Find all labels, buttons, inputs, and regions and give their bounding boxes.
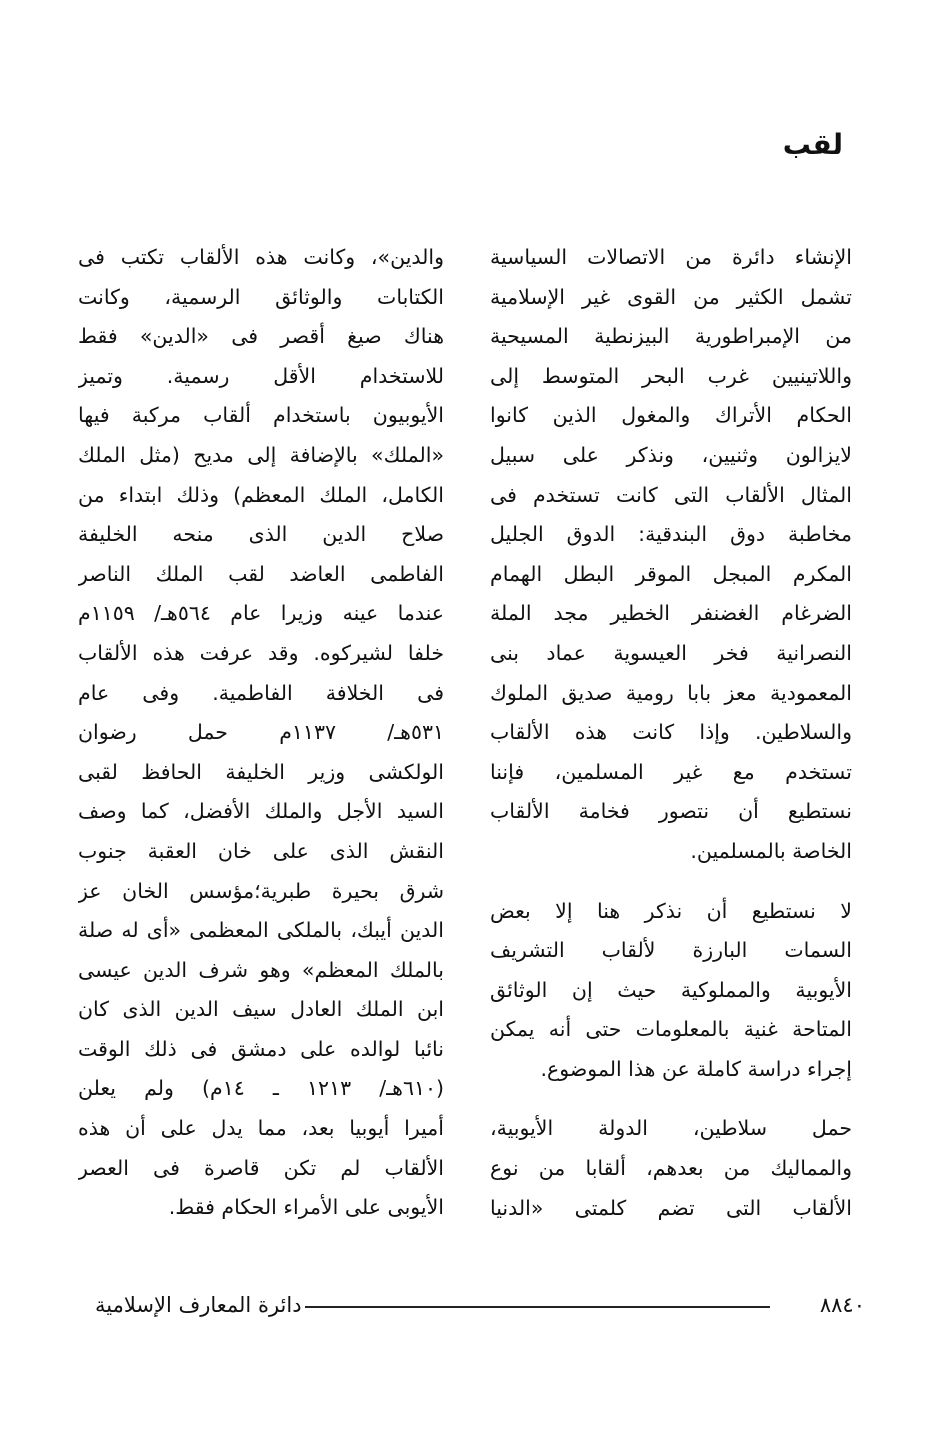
text-line: نائبا لوالده على دمشق فى ذلك الوقت [78,1036,444,1061]
text-line: والمماليك من بعدهم، ألقابا من نوع [490,1156,852,1181]
text-line: الحكام الأتراك والمغول الذين كانوا [490,403,852,428]
text-line: الأيوبى على الأمراء الحكام فقط. [168,1195,444,1220]
text-line: المكرم المبجل الموقر البطل الهمام [490,561,852,586]
right-column [490,238,852,1228]
text-line: الفاطمى العاضد لقب الملك الناصر [78,561,444,586]
paragraph-3 [490,1109,852,1228]
text-line: شرق بحيرة طبرية؛مؤسس الخان عز [78,878,444,903]
paragraph-2 [490,892,852,1090]
text-line: بالملك المعظم» وهو شرف الدين عيسى [78,957,444,982]
paragraph-1 [490,238,852,872]
page-footer [95,1285,865,1325]
text-line: النصرانية فخر العيسوية عماد بنى [490,640,852,665]
paragraph-gap [490,1089,852,1109]
page-title: لقب [782,128,843,161]
text-line: السمات البارزة لألقاب التشريف [490,938,852,963]
text-line: الألقاب التى تضم كلمتى «الدنيا [490,1195,852,1220]
text-line: صلاح الدين الذى منحه الخليفة [78,522,444,547]
text-line: خلفا لشيركوه. وقد عرفت هذه الألقاب [78,640,444,665]
left-column [78,238,444,1228]
paragraph-gap [490,872,852,892]
text-line: والسلاطين. وإذا كانت هذه الألقاب [490,720,852,745]
text-line: هناك صيغ أقصر فى «الدين» فقط [78,324,444,349]
text-line: الكتابات والوثائق الرسمية، وكانت [78,284,444,309]
text-line: السيد الأجل والملك الأفضل، كما وصف [78,799,444,824]
text-line: من الإمبراطورية البيزنطية المسيحية [490,324,852,349]
text-line: الولكشى وزير الخليفة الحافظ لقبى [78,759,444,784]
text-line: المثال الألقاب التى كانت تستخدم فى [490,482,852,507]
text-line: تستخدم مع غير المسلمين، فإننا [490,759,852,784]
text-line: أميرا أيوبيا بعد، مما يدل على أن هذه [78,1116,444,1141]
text-line: نستطيع أن نتصور فخامة الألقاب [490,799,852,824]
text-line: الضرغام الغضنفر الخطير مجد الملة [490,601,852,626]
text-line: إجراء دراسة كاملة عن هذا الموضوع. [540,1056,852,1081]
text-line: حمل سلاطين، الدولة الأيوبية، [490,1116,852,1141]
text-line: المتاحة غنية بالمعلومات حتى أنه يمكن [490,1017,852,1042]
text-line: المعمودية معز بابا رومية صديق الملوك [490,680,852,705]
text-line: لا نستطيع أن نذكر هنا إلا بعض [490,898,852,923]
text-line: واللاتينيين غرب البحر المتوسط إلى [490,363,852,388]
text-line: النقش الذى على خان العقبة جنوب [78,838,444,863]
text-line: الكامل، الملك المعظم) وذلك ابتداء من [78,482,444,507]
text-line: الإنشاء دائرة من الاتصالات السياسية [490,245,852,269]
text-line: فى الخلافة الفاطمية. وفى عام [78,680,444,705]
text-line: لايزالون وثنيين، ونذكر على سبيل [490,442,852,467]
text-line: تشمل الكثير من القوى غير الإسلامية [490,284,852,309]
text-line: للاستخدام الأقل رسمية. وتميز [78,363,444,388]
text-line: والدين»، وكانت هذه الألقاب تكتب فى [78,245,444,269]
text-line: الدين أيبك، بالملكى المعظمى «أى له صلة [78,918,444,943]
text-line: ٥٣١هـ/ ١١٣٧م حمل رضوان [78,720,444,745]
text-line: عندما عينه وزيرا عام ٥٦٤هـ/ ١١٥٩م [78,601,444,626]
text-line: (٦١٠هـ/ ١٢١٣ ـ ١٤م) ولم يعلن [78,1076,444,1101]
text-line: الأيوبية والمملوكية حيث إن الوثائق [490,977,852,1002]
text-line: مخاطبة دوق البندقية: الدوق الجليل [490,522,852,547]
publication-title: دائرة المعارف الإسلامية [95,1293,302,1317]
text-line: ابن الملك العادل سيف الدين الذى كان [78,997,444,1022]
text-line: الأيوبيون باستخدام ألقاب مركبة فيها [78,403,444,428]
text-line: الألقاب لم تكن قاصرة فى العصر [78,1155,444,1180]
footer-rule [305,1306,770,1308]
page-number: ٨٨٤٠ [819,1293,865,1317]
text-line: الخاصة بالمسلمين. [690,838,852,863]
text-line: «الملك» بالإضافة إلى مديح (مثل الملك [78,442,444,467]
